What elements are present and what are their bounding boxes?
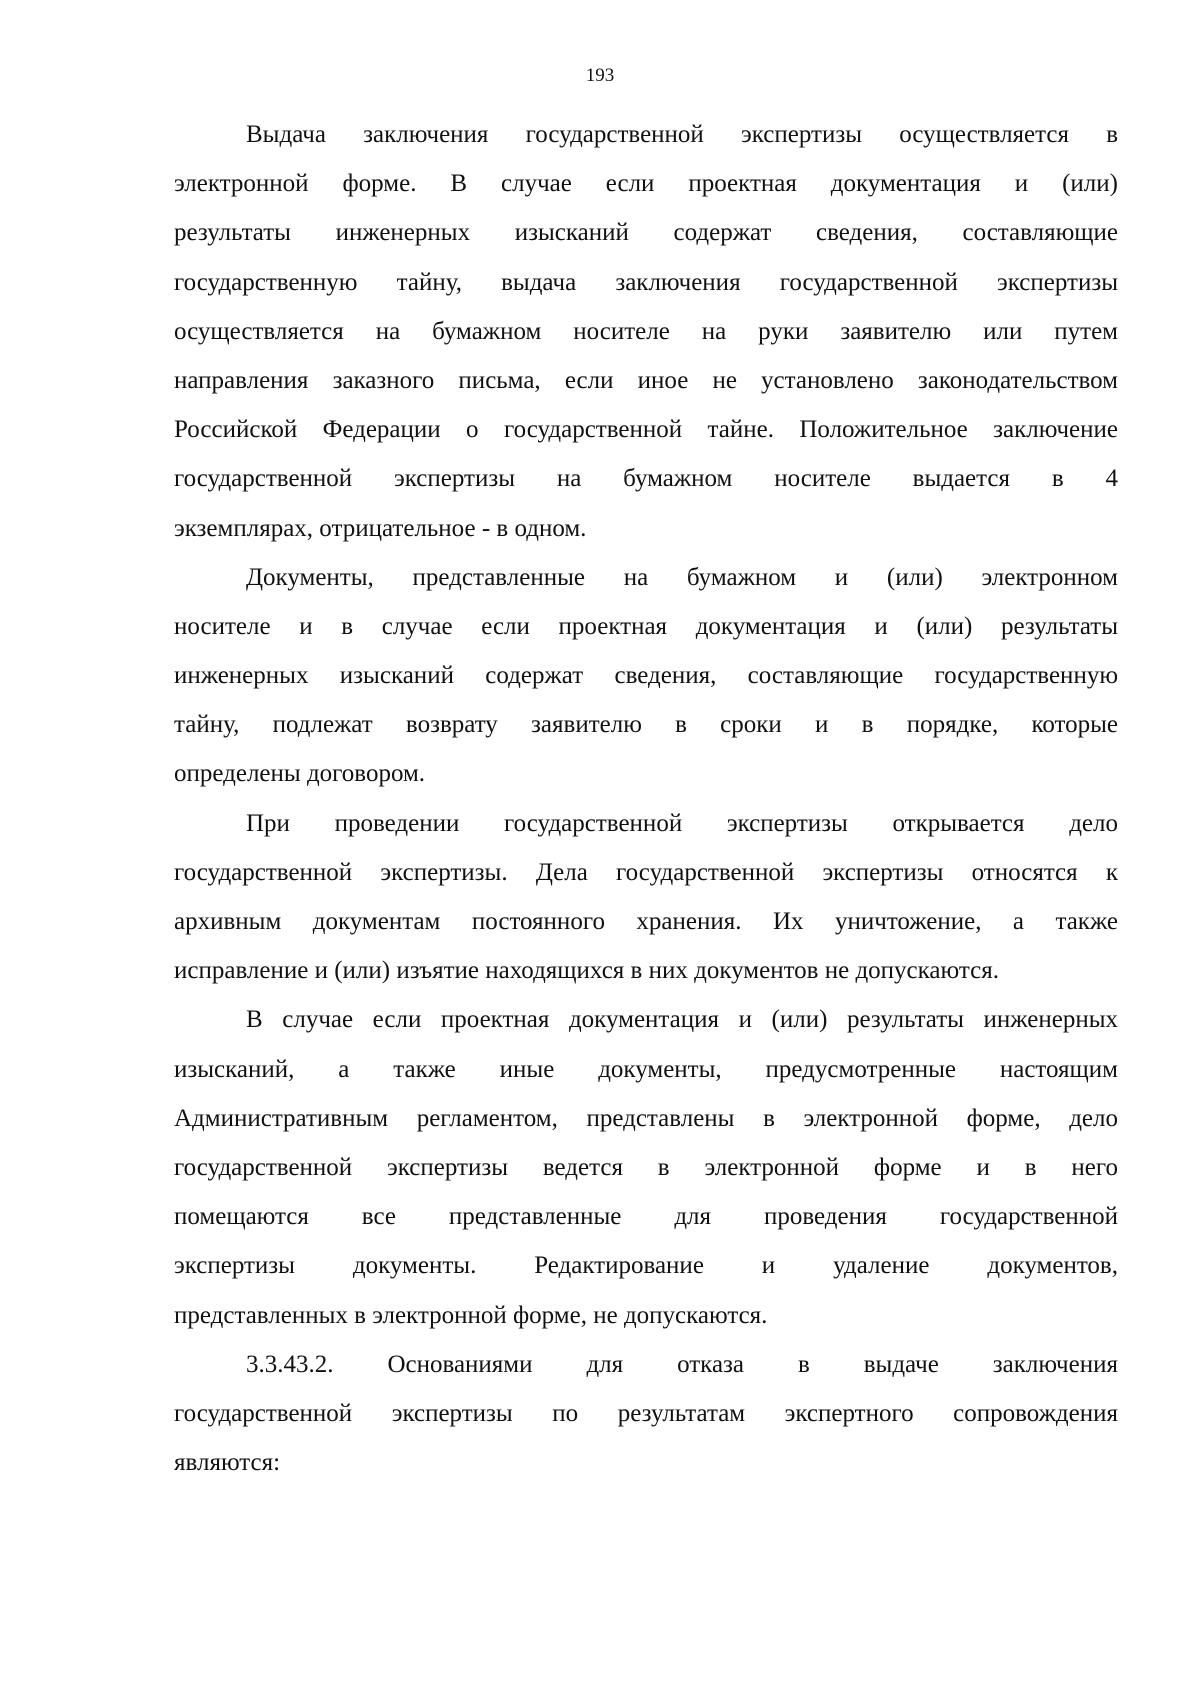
text-line: осуществляется на бумажном носителе на руки заявителю или путем — [174, 317, 1118, 345]
text-line: государственной экспертизы. Дела государственной экспертизы относятся к — [174, 858, 1118, 886]
text-line: Российской Федерации о государственной тайне. Положительное заключение — [174, 416, 1118, 444]
text-line: инженерных изысканий содержат сведения, составляющие государственную — [174, 662, 1118, 690]
text-line: Выдача заключения государственной экспертизы осуществляется в — [246, 121, 1118, 148]
text-line: государственной экспертизы на бумажном носителе выдается в 4 — [174, 465, 1118, 493]
text-line: помещаются все представленные для проведения государственной — [174, 1203, 1118, 1231]
text-line: являются: — [174, 1449, 281, 1477]
text-line: электронной форме. В случае если проектная документация и (или) — [174, 170, 1118, 198]
text-line: определены договором. — [174, 760, 426, 788]
paragraph-issuance-of-conclusion — [174, 110, 1118, 553]
paragraph-electronic-case-file — [174, 995, 1118, 1339]
text-line: государственную тайну, выдача заключения государственной экспертизы — [174, 268, 1118, 296]
text-line: В случае если проектная документация и (или) результаты инженерных — [246, 1006, 1118, 1034]
document-body — [174, 110, 1118, 1487]
text-line: государственной экспертизы ведется в электронной форме и в него — [174, 1153, 1118, 1181]
text-line: носителе и в случае если проектная документация и (или) результаты — [174, 612, 1118, 640]
paragraph-return-of-documents — [174, 553, 1118, 799]
text-line: Документы, представленные на бумажном и (или) электронном — [246, 563, 1118, 591]
text-line: результаты инженерных изысканий содержат сведения, составляющие — [174, 219, 1118, 247]
text-line: тайну, подлежат возврату заявителю в сроки и в порядке, которые — [174, 711, 1118, 739]
text-line: экспертизы документы. Редактирование и удаление документов, — [174, 1252, 1118, 1280]
text-line: изысканий, а также иные документы, предусмотренные настоящим — [174, 1055, 1118, 1083]
text-line: экземплярах, отрицательное - в одном. — [174, 514, 587, 542]
text-line: исправление и (или) изъятие находящихся в них документов не допускаются. — [174, 957, 999, 985]
text-line: направления заказного письма, если иное не установлено законодательством — [174, 366, 1118, 394]
text-line: архивным документам постоянного хранения. Их уничтожение, а также — [174, 908, 1118, 935]
text-line: государственной экспертизы по результатам экспертного сопровождения — [174, 1399, 1118, 1427]
paragraph-section-3-3-43-2 — [174, 1340, 1118, 1488]
page-number: 193 — [585, 65, 615, 86]
text-line: Административным регламентом, представлены в электронной форме, дело — [174, 1104, 1118, 1132]
text-line: При проведении государственной экспертизы открывается дело — [246, 809, 1118, 837]
text-line: представленных в электронной форме, не допускаются. — [174, 1301, 768, 1329]
paragraph-case-file — [174, 799, 1118, 996]
text-line: 3.3.43.2. Основаниями для отказа в выдаче заключения — [246, 1350, 1118, 1378]
